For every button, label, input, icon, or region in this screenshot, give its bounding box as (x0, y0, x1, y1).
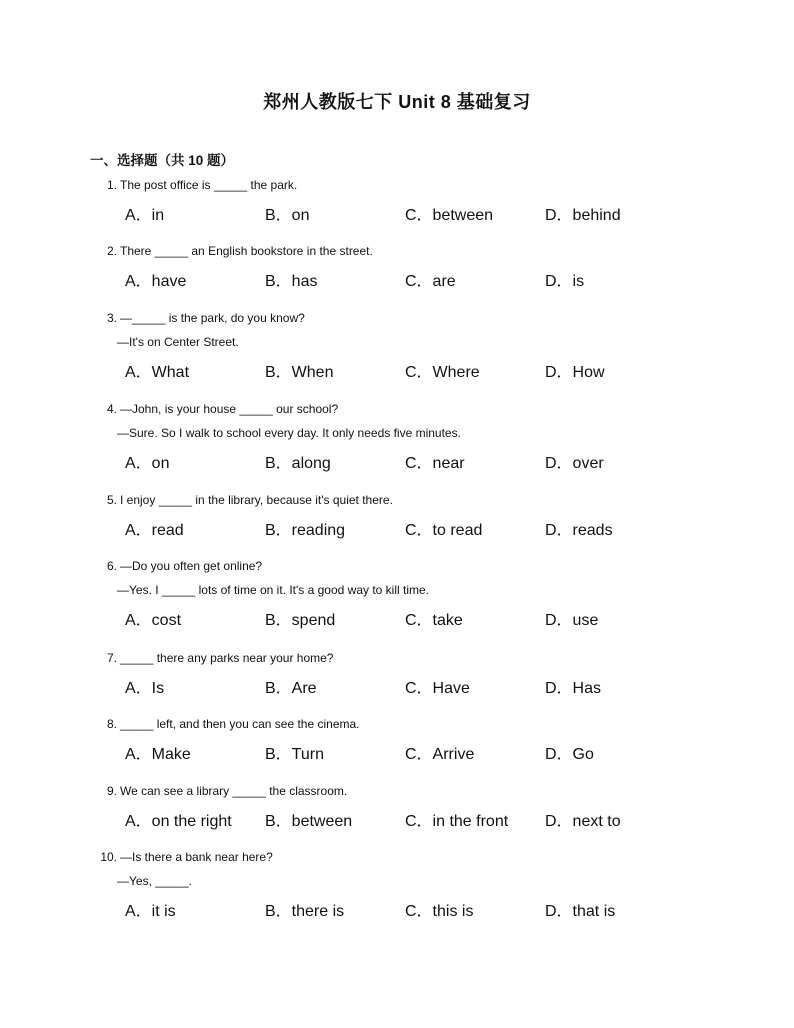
question-text: —It's on Center Street. (117, 335, 239, 349)
option-b[interactable]: B．reading (265, 522, 346, 539)
question-text: —John, is your house _____ our school? (120, 402, 339, 416)
option-c[interactable]: C．Where (405, 364, 480, 381)
option-b[interactable]: B．along (265, 455, 331, 472)
option-b[interactable]: B．Are (265, 680, 317, 697)
question-number: 4. (106, 402, 117, 416)
option-d[interactable]: D．over (545, 455, 604, 472)
option-c[interactable]: C．to read (405, 522, 483, 539)
option-d[interactable]: D．reads (545, 522, 613, 539)
option-c[interactable]: C．between (405, 207, 494, 224)
option-d[interactable]: D．behind (545, 207, 621, 224)
option-a[interactable]: A．cost (125, 612, 182, 629)
question-number: 8. (106, 717, 117, 731)
option-a[interactable]: A．What (125, 364, 190, 381)
option-d[interactable]: D．use (545, 612, 599, 629)
question-text: —Yes. I _____ lots of time on it. It's a good way to kill time. (117, 583, 429, 597)
option-c[interactable]: C．this is (405, 903, 474, 920)
page-title: 郑州人教版七下 Unit 8 基础复习 (263, 92, 531, 112)
option-d[interactable]: D．that is (545, 903, 616, 920)
question-number: 7. (106, 651, 117, 665)
option-d[interactable]: D．How (545, 364, 605, 381)
option-d[interactable]: D．is (545, 273, 585, 290)
question-number: 1. (106, 178, 117, 192)
option-b[interactable]: B．spend (265, 612, 336, 629)
question-text: We can see a library _____ the classroom. (120, 784, 348, 798)
question-text: —Yes, _____. (117, 874, 192, 888)
option-d[interactable]: D．Has (545, 680, 602, 697)
option-c[interactable]: C．Arrive (405, 746, 475, 763)
option-b[interactable]: B．between (265, 813, 353, 830)
question-text: _____ left, and then you can see the cinema. (120, 717, 360, 731)
option-d[interactable]: D．Go (545, 746, 594, 763)
question-text: I enjoy _____ in the library, because it's quiet there. (120, 493, 393, 507)
option-a[interactable]: A．have (125, 273, 187, 290)
option-b[interactable]: B．When (265, 364, 334, 381)
question-number: 9. (106, 784, 117, 798)
question-number: 10. (100, 850, 117, 864)
question-text: —_____ is the park, do you know? (120, 311, 305, 325)
section-heading: 一、选择题（共 10 题） (90, 153, 235, 168)
question-number: 2. (106, 244, 117, 258)
option-b[interactable]: B．Turn (265, 746, 324, 763)
option-a[interactable]: A．it is (125, 903, 176, 920)
option-a[interactable]: A．Make (125, 746, 191, 763)
option-a[interactable]: A．in (125, 207, 165, 224)
option-c[interactable]: C．Have (405, 680, 470, 697)
question-number: 6. (106, 559, 117, 573)
option-a[interactable]: A．Is (125, 680, 165, 697)
option-c[interactable]: C．take (405, 612, 463, 629)
option-c[interactable]: C．near (405, 455, 465, 472)
option-a[interactable]: A．read (125, 522, 184, 539)
question-text: —Sure. So I walk to school every day. It only needs five minutes. (117, 426, 461, 440)
option-a[interactable]: A．on (125, 455, 170, 472)
question-text: The post office is _____ the park. (120, 178, 298, 192)
question-number: 3. (106, 311, 117, 325)
option-c[interactable]: C．are (405, 273, 456, 290)
option-b[interactable]: B．there is (265, 903, 345, 920)
option-d[interactable]: D．next to (545, 813, 621, 830)
question-text: There _____ an English bookstore in the street. (120, 244, 373, 258)
question-number: 5. (106, 493, 117, 507)
option-c[interactable]: C．in the front (405, 813, 509, 830)
question-text: —Do you often get online? (120, 559, 263, 573)
question-text: _____ there any parks near your home? (120, 651, 334, 665)
question-text: —Is there a bank near here? (120, 850, 273, 864)
option-b[interactable]: B．on (265, 207, 310, 224)
option-b[interactable]: B．has (265, 273, 318, 290)
option-a[interactable]: A．on the right (125, 813, 232, 830)
